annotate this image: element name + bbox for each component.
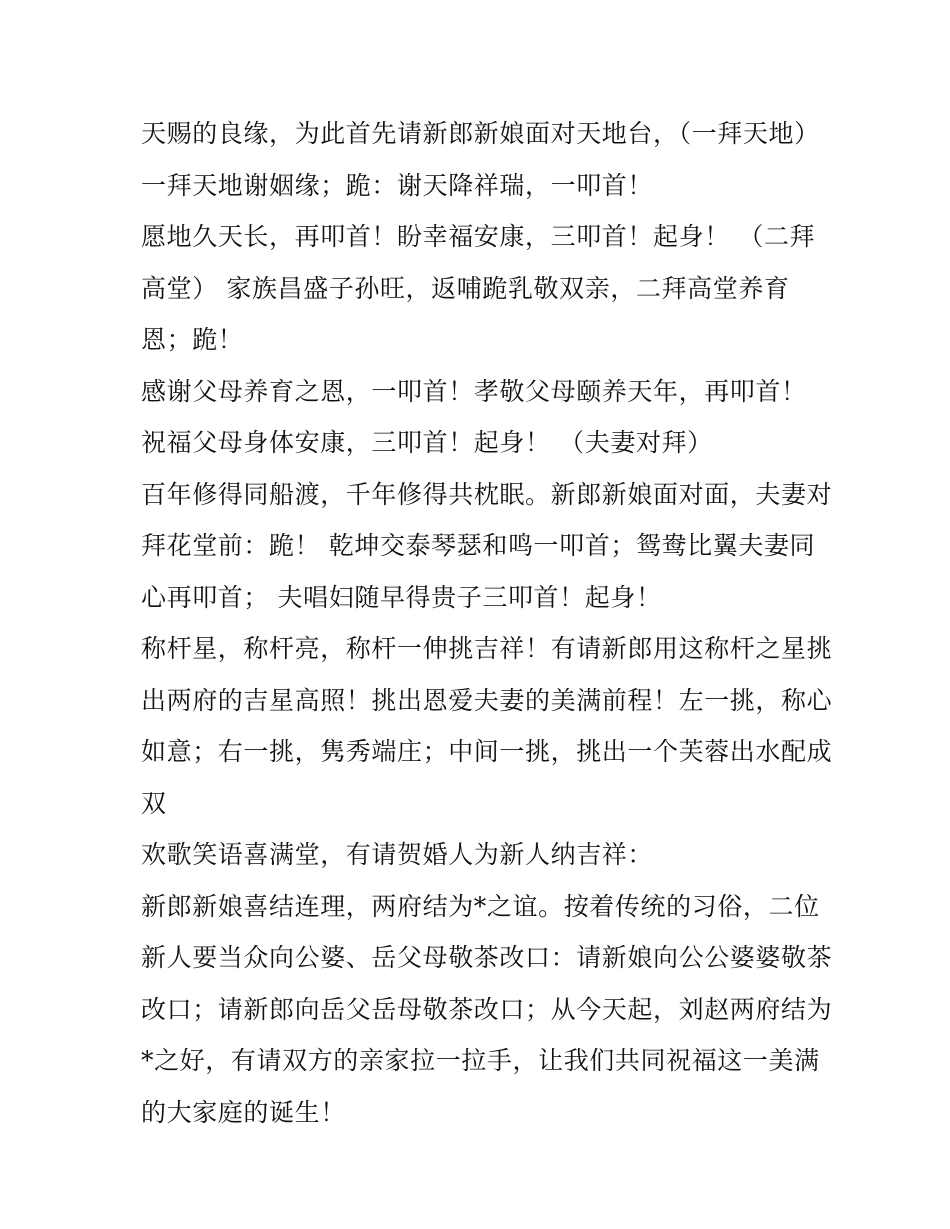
text-line: 愿地久天长，再叩首！盼幸福安康，三叩首！起身！ （二拜 — [141, 222, 816, 251]
text-line: 称杆星，称杆亮，称杆一伸挑吉祥！有请新郎用这称杆之星挑 — [141, 634, 833, 663]
text-line: 出两府的吉星高照！挑出恩爱夫妻的美满前程！左一挑，称心 — [141, 685, 833, 715]
text-line: 百年修得同船渡，千年修得共枕眠。新郎新娘面对面，夫妻对 — [141, 479, 833, 509]
text-line: 新郎新娘喜结连理，两府结为*之谊。按着传统的习俗，二位 — [141, 891, 820, 921]
text-line: 祝福父母身体安康，三叩首！起身！ （夫妻对拜） — [141, 428, 713, 457]
document-body — [141, 108, 833, 1138]
text-line: 双 — [141, 788, 167, 818]
text-line: *之好，有请双方的亲家拉一拉手，让我们共同祝福这一美满 — [141, 1046, 820, 1075]
text-line: 改口；请新郎向岳父岳母敬茶改口；从今天起，刘赵两府结为 — [141, 994, 833, 1024]
text-line: 心再叩首； 夫唱妇随早得贵子三叩首！起身！ — [141, 582, 662, 612]
text-line: 恩；跪！ — [141, 325, 244, 354]
text-line: 的大家庭的诞生！ — [141, 1097, 346, 1127]
text-line: 感谢父母养育之恩，一叩首！孝敬父母颐养天年，再叩首！ — [141, 376, 807, 406]
text-line: 拜花堂前：跪！ 乾坤交泰琴瑟和鸣一叩首；鸳鸯比翼夫妻同 — [141, 531, 816, 560]
text-line: 一拜天地谢姻缘；跪：谢天降祥瑞，一叩首！ — [141, 170, 654, 200]
text-line: 如意；右一挑，隽秀端庄；中间一挑，挑出一个芙蓉出水配成 — [141, 737, 833, 766]
text-line: 高堂） 家族昌盛子孙旺，返哺跪乳敬双亲，二拜高堂养育 — [141, 273, 790, 303]
text-line: 新人要当众向公婆、岳父母敬茶改口：请新娘向公公婆婆敬茶 — [141, 943, 833, 972]
text-line: 天赐的良缘，为此首先请新郎新娘面对天地台，（一拜天地） — [141, 119, 820, 148]
text-line: 欢歌笑语喜满堂，有请贺婚人为新人纳吉祥： — [141, 840, 654, 869]
